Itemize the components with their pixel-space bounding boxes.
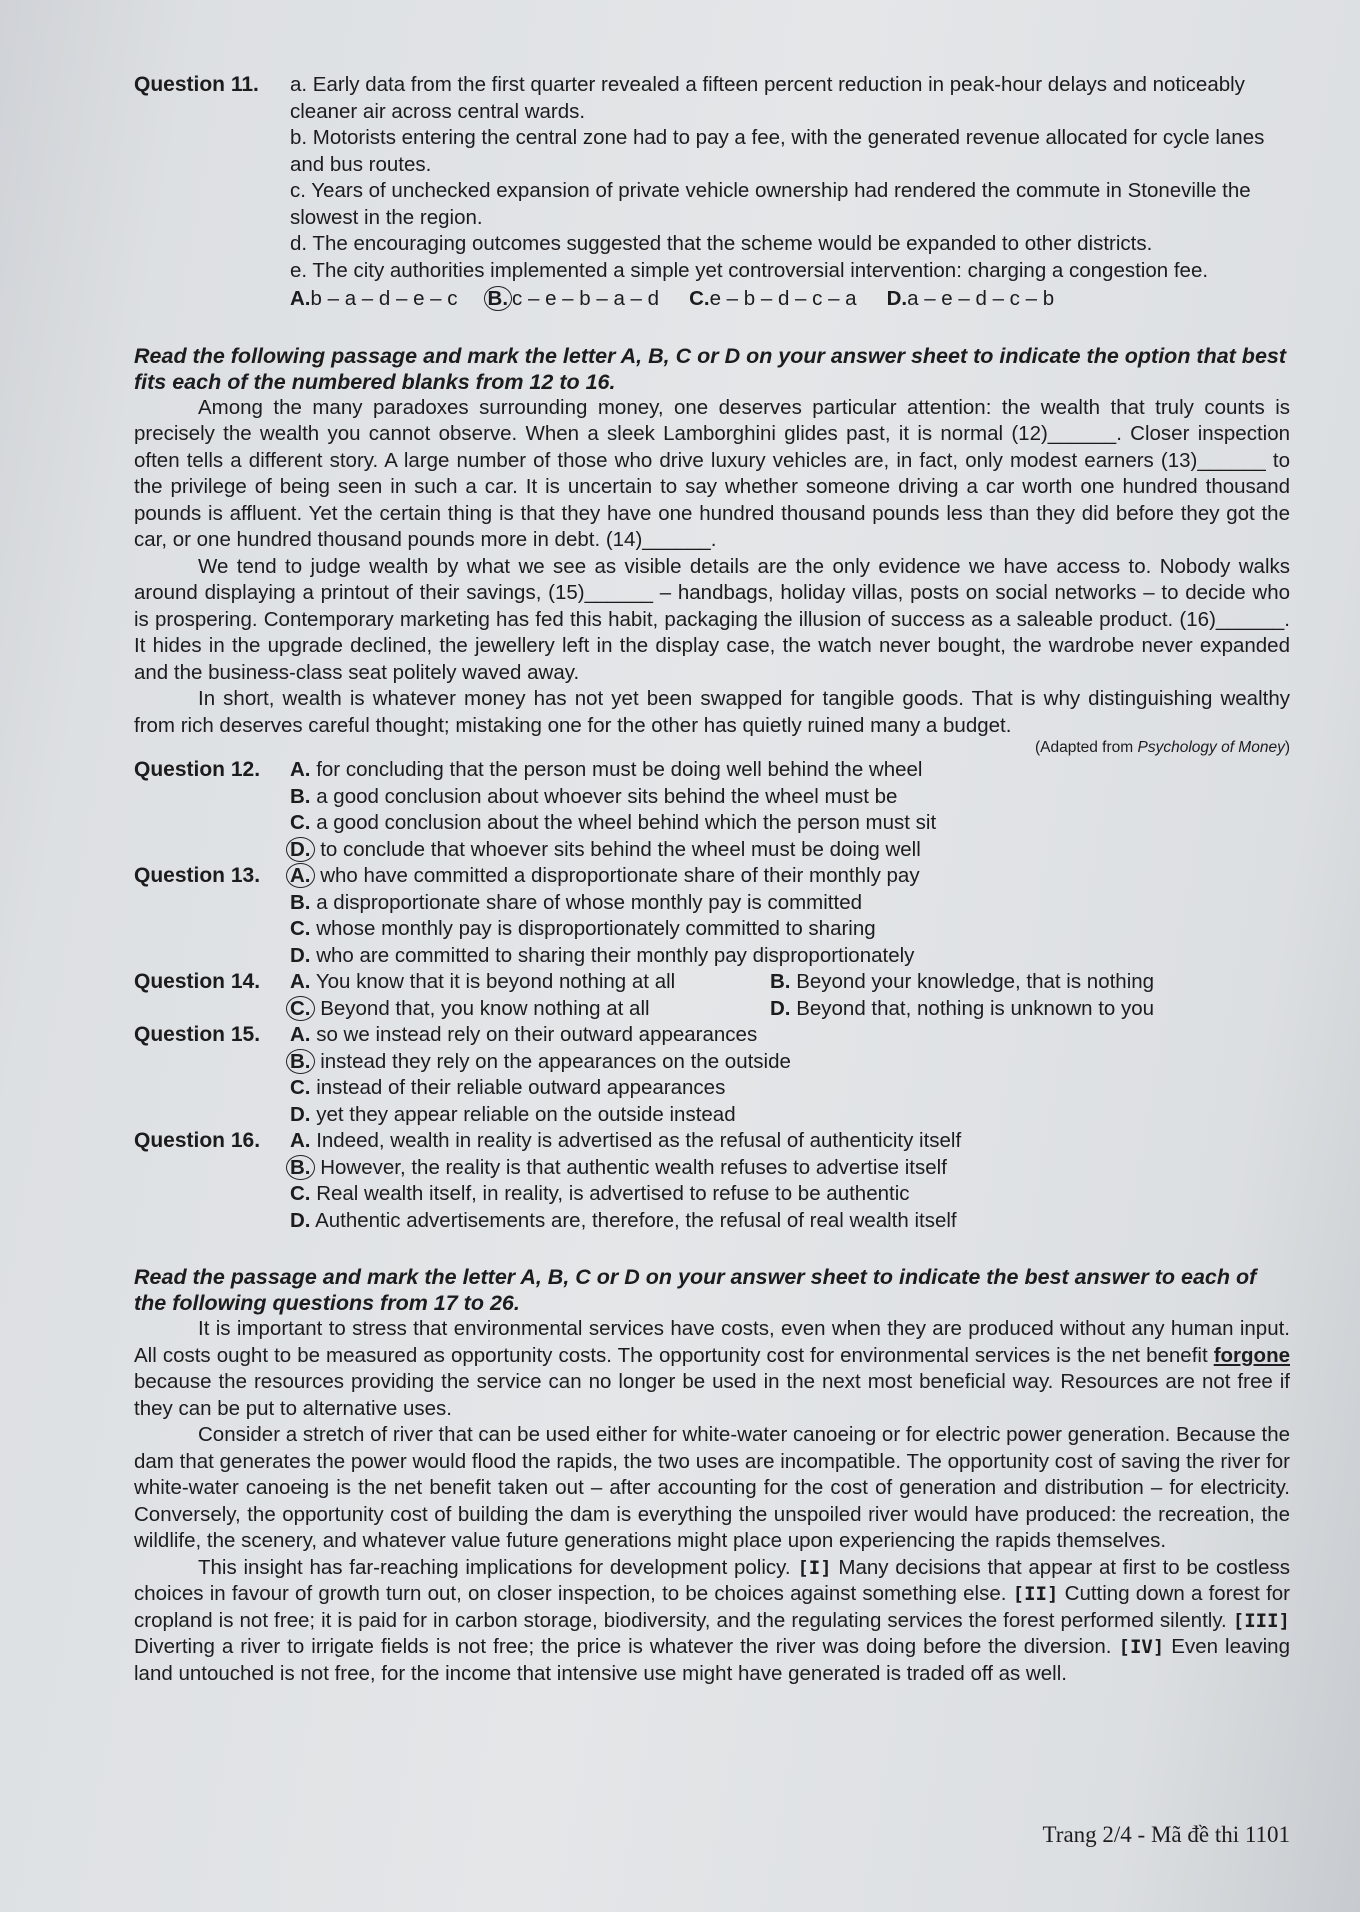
option-b[interactable]: B. a disproportionate share of whose monthly pay is committed (290, 890, 863, 914)
option-a[interactable]: A. who have committed a disproportionate share of their monthly pay (290, 863, 1290, 890)
option-d[interactable]: D. Authentic advertisements are, therefore, the refusal of real wealth itself (290, 1208, 957, 1232)
circled-mark: B. (286, 1049, 315, 1074)
insertion-marker-3: [III] (1232, 1609, 1290, 1632)
circled-mark: D. (286, 837, 315, 862)
question-13 (134, 863, 1290, 969)
option-a[interactable]: A. Indeed, wealth in reality is advertised as the refusal of authenticity itself (290, 1129, 962, 1152)
question-label: Question 13. (134, 864, 261, 887)
insertion-marker-1: [I] (797, 1556, 832, 1579)
underlined-word: forgone (1213, 1343, 1290, 1367)
answer-options (290, 286, 1290, 313)
question-label: Question 11. (134, 73, 259, 96)
question-label: Question 15. (134, 1023, 261, 1046)
insertion-marker-2: [II] (1012, 1583, 1059, 1605)
circled-mark: B. (484, 286, 513, 311)
option-c[interactable]: C. instead of their reliable outward appearances (290, 1076, 726, 1099)
option-d[interactable]: D. who are committed to sharing their monthly pay disproportionately (290, 943, 915, 967)
circled-mark: C. (286, 996, 315, 1021)
sentence-c: c. Years of unchecked expansion of private vehicle ownership had rendered the commute in Stoneville the slowest in the region. (290, 179, 1251, 229)
option-c[interactable]: C.e – b – d – c – a (689, 287, 857, 310)
insertion-marker-4: [IV] (1118, 1636, 1165, 1658)
page-footer: Trang 2/4 - Mã đề thi 1101 (1042, 1822, 1290, 1847)
passage-paragraph-2: Consider a stretch of river that can be used either for white-water canoeing or for electric power generation. Because the dam that generates the power would flood the rapids, the two uses are incompatible. The opportunity cost of saving the river for white-water canoeing is the net benefit taken out – after accounting for the cost of generation and distribution – for electricity. Conversely, the opportunity cost of building the dam is everything the unspoiled river would have produced: the recreation, the wildlife, the scenery, and whatever value future generations might place upon experiencing the rapids themselves. (134, 1423, 1290, 1552)
sentence-b: b. Motorists entering the central zone had to pay a fee, with the generated revenue allocated for cycle lanes and bus routes. (290, 126, 1265, 176)
question-12 (134, 757, 1290, 863)
question-15 (134, 1022, 1290, 1128)
option-b[interactable]: B. a good conclusion about whoever sits behind the wheel must be (290, 784, 898, 808)
option-a[interactable]: A. for concluding that the person must be doing well behind the wheel (290, 758, 923, 781)
option-b[interactable]: B. c – e – b – a – d (488, 286, 660, 313)
question-label: Question 14. (134, 970, 261, 993)
question-label: Question 12. (134, 758, 261, 781)
section-instruction: Read the passage and mark the letter A, B, C or D on your answer sheet to indicate the best answer to each of the following questions from 17 to 26. (134, 1265, 1257, 1315)
option-b[interactable]: B. instead they rely on the appearances on the outside (290, 1049, 1290, 1076)
option-a[interactable]: A.b – a – d – e – c (290, 287, 458, 310)
option-b[interactable]: B. However, the reality is that authentic wealth refuses to advertise itself (290, 1155, 1290, 1182)
section-instruction: Read the following passage and mark the letter A, B, C or D on your answer sheet to indicate the option that best fits each of the numbered blanks from 12 to 16. (134, 343, 1287, 394)
passage-paragraph-3: In short, wealth is whatever money has not yet been swapped for tangible goods. That is why distinguishing wealthy from rich deserves careful thought; mistaking one for the other has quietly ruined many a budget. (134, 687, 1290, 737)
option-d[interactable]: D. Beyond that, nothing is unknown to you (770, 996, 1155, 1020)
question-body (290, 72, 1290, 313)
option-d[interactable]: D. yet they appear reliable on the outside instead (290, 1102, 736, 1126)
question-label: Question 16. (134, 1129, 261, 1152)
sentence-d: d. The encouraging outcomes suggested that the scheme would be expanded to other districts. (290, 232, 1153, 255)
option-d[interactable]: D.a – e – d – c – b (886, 287, 1055, 310)
passage-paragraph-3: This insight has far-reaching implications for development policy. [I] Many decisions that appear at first to be costless choices in favour of growth turn out, on closer inspection, to be choices against something else. [II] Cutting down a forest for cropland is not free; it is paid for in carbon storage, biodiversity, and the regulating services the forest performed silently. [III] Diverting a river to irrigate fields is not free; the price is whatever the river was doing before the diversion. [IV] Even leaving land untouched is not free, for the income that intensive use might have generated is traded off as well. (134, 1555, 1290, 1685)
option-b[interactable]: B. Beyond your knowledge, that is nothing (770, 970, 1155, 993)
passage-paragraph-1: It is important to stress that environmental services have costs, even when they are produced without any human input. All costs ought to be measured as opportunity costs. The opportunity cost for environmental services is the net benefit forgone because the resources providing the service can no longer be used in the next most beneficial way. Resources are not free if they can be put to alternative uses. (134, 1317, 1290, 1420)
passage-paragraph-1: Among the many paradoxes surrounding money, one deserves particular attention: the wealth that truly counts is precisely the wealth you cannot observe. When a sleek Lamborghini glides past, it is normal (12)______. Closer inspection often tells a different story. A large number of those who drive luxury vehicles are, in fact, only modest earners (13)______ to the privilege of being seen in such a car. It is uncertain to say whether someone driving a car worth one hundred thousand pounds is affluent. Yet the certain thing is that they have one hundred thousand pounds less than they did before they got the car, or one hundred thousand pounds more in debt. (14)______. (134, 395, 1290, 551)
question-16 (134, 1128, 1290, 1234)
page-content (134, 72, 1290, 1687)
passage-source: (Adapted from Psychology of Money) (1034, 739, 1290, 756)
circled-mark: A. (286, 863, 315, 888)
sentence-e: e. The city authorities implemented a simple yet controversial intervention: charging a congestion fee. (290, 258, 1209, 282)
circled-mark: B. (286, 1155, 315, 1180)
question-14 (134, 969, 1290, 1022)
option-c[interactable]: C. a good conclusion about the wheel behind which the person must sit (290, 811, 937, 834)
question-11 (134, 72, 1290, 313)
option-a[interactable]: A. You know that it is beyond nothing at all (290, 970, 676, 993)
passage-paragraph-2: We tend to judge wealth by what we see as visible details are the only evidence we have access to. Nobody walks around displaying a printout of their savings, (15)______ – handbags, holiday villas, posts on social networks – to decide who is prospering. Contemporary marketing has fed this habit, packaging the illusion of success as a saleable product. (16)______. It hides in the upgrade declined, the jewellery left in the display case, the watch never bought, the wardrobe never expanded and the business-class seat politely waved away. (134, 554, 1290, 684)
option-c[interactable]: C. whose monthly pay is disproportionately committed to sharing (290, 917, 876, 940)
option-c[interactable]: C. Beyond that, you know nothing at all (290, 996, 770, 1023)
option-c[interactable]: C. Real wealth itself, in reality, is advertised to refuse to be authentic (290, 1182, 910, 1205)
sentence-a: a. Early data from the first quarter revealed a fifteen percent reduction in peak-hour delays and noticeably cleaner air across central wards. (290, 73, 1245, 123)
option-a[interactable]: A. so we instead rely on their outward appearances (290, 1023, 758, 1046)
option-d[interactable]: D. to conclude that whoever sits behind the wheel must be doing well (290, 837, 1290, 864)
